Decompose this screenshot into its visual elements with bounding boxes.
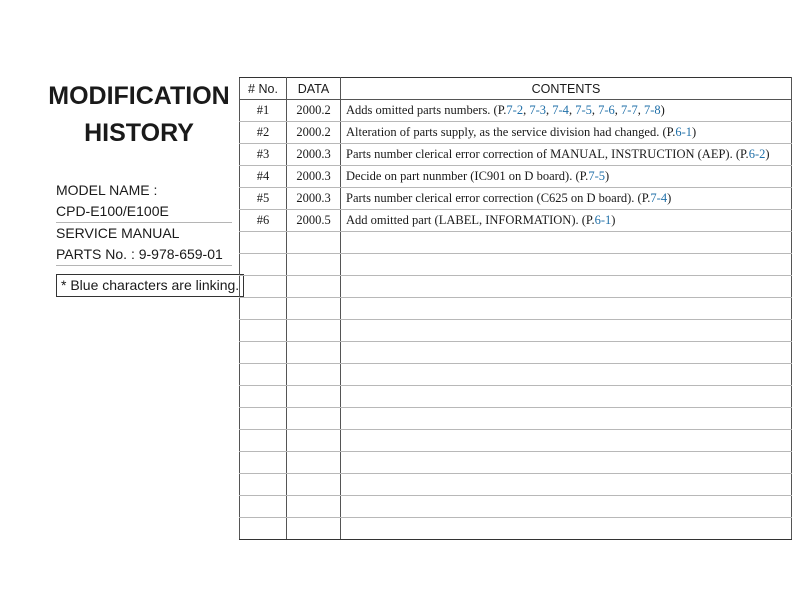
page-link[interactable]: 7-5 xyxy=(575,103,592,117)
contents-text-end: ) xyxy=(692,125,697,139)
contents-text-end: ) xyxy=(667,191,672,205)
empty-table-row xyxy=(240,364,792,386)
empty-cell xyxy=(240,320,287,342)
empty-cell xyxy=(287,452,341,474)
empty-table-row xyxy=(240,496,792,518)
model-name-label: MODEL NAME : xyxy=(56,182,158,198)
empty-table-row xyxy=(240,298,792,320)
empty-cell xyxy=(341,452,792,474)
empty-cell xyxy=(287,342,341,364)
empty-table-row xyxy=(240,430,792,452)
contents-text: Add omitted part (LABEL, INFORMATION). (P. xyxy=(346,213,595,227)
empty-cell xyxy=(341,474,792,496)
empty-cell xyxy=(240,232,287,254)
row-number: #4 xyxy=(240,166,287,188)
table-row xyxy=(240,122,792,144)
parts-number: PARTS No. : 9-978-659-01 xyxy=(56,244,232,266)
contents-text: Alteration of parts supply, as the service division had changed. (P. xyxy=(346,125,676,139)
empty-table-row xyxy=(240,452,792,474)
empty-table-row xyxy=(240,254,792,276)
empty-cell xyxy=(240,298,287,320)
title-line-1: MODIFICATION xyxy=(48,82,230,110)
modification-table xyxy=(239,77,792,540)
empty-cell xyxy=(341,276,792,298)
row-date: 2000.3 xyxy=(287,188,341,210)
row-date: 2000.5 xyxy=(287,210,341,232)
row-contents xyxy=(341,166,792,188)
empty-cell xyxy=(287,254,341,276)
empty-cell xyxy=(341,320,792,342)
empty-cell xyxy=(341,430,792,452)
table-body xyxy=(240,100,792,540)
table-row xyxy=(240,166,792,188)
empty-cell xyxy=(287,496,341,518)
empty-cell xyxy=(287,386,341,408)
empty-cell xyxy=(287,430,341,452)
page-title xyxy=(40,78,238,152)
empty-table-row xyxy=(240,342,792,364)
page-link[interactable]: 6-1 xyxy=(594,213,612,227)
empty-cell xyxy=(287,298,341,320)
page-link[interactable]: 6-1 xyxy=(675,125,692,139)
page-link[interactable]: 7-2 xyxy=(506,103,524,117)
page-link[interactable]: 6-2 xyxy=(748,147,766,161)
page-link[interactable]: 7-7 xyxy=(621,103,638,117)
empty-cell xyxy=(287,364,341,386)
empty-table-row xyxy=(240,320,792,342)
contents-text-end: ) xyxy=(604,169,610,183)
empty-cell xyxy=(341,408,792,430)
empty-cell xyxy=(240,276,287,298)
empty-table-row xyxy=(240,386,792,408)
empty-cell xyxy=(287,408,341,430)
page-link[interactable]: 7-8 xyxy=(643,103,661,117)
page-link[interactable]: 7-6 xyxy=(598,103,615,117)
empty-table-row xyxy=(240,518,792,540)
manual-info xyxy=(56,180,232,266)
row-number: #6 xyxy=(240,210,287,232)
page-link[interactable]: 7-5 xyxy=(588,169,605,183)
empty-table-row xyxy=(240,408,792,430)
empty-cell xyxy=(240,386,287,408)
row-date: 2000.2 xyxy=(287,122,341,144)
empty-table-row xyxy=(240,276,792,298)
empty-cell xyxy=(287,232,341,254)
row-date: 2000.2 xyxy=(287,100,341,122)
empty-cell xyxy=(287,276,341,298)
empty-cell xyxy=(287,320,341,342)
empty-cell xyxy=(341,518,792,540)
contents-text: Parts number clerical error correction of MANUAL, INSTRUCTION (AEP). (P. xyxy=(346,147,749,161)
page-link[interactable]: 7-4 xyxy=(552,103,569,117)
empty-cell xyxy=(287,474,341,496)
table-header-row xyxy=(240,78,792,100)
empty-cell xyxy=(240,518,287,540)
page-link[interactable]: 7-4 xyxy=(650,191,668,205)
row-number: #2 xyxy=(240,122,287,144)
empty-cell xyxy=(341,364,792,386)
contents-text-end: ) xyxy=(660,103,665,117)
empty-cell xyxy=(341,342,792,364)
row-number: #5 xyxy=(240,188,287,210)
empty-cell xyxy=(341,386,792,408)
empty-cell xyxy=(240,254,287,276)
row-contents xyxy=(341,122,792,144)
empty-cell xyxy=(240,364,287,386)
empty-cell xyxy=(240,430,287,452)
contents-text-end: ) xyxy=(611,213,616,227)
title-line-2: HISTORY xyxy=(84,119,194,147)
contents-text-end: ) xyxy=(765,147,770,161)
contents-text: Adds omitted parts numbers. (P. xyxy=(346,103,507,117)
empty-cell xyxy=(341,496,792,518)
row-contents: Adds omitted parts numbers. (P.7-2, 7-3, 7-4, 7-5, 7-6, 7-7, 7-8) xyxy=(341,100,792,122)
empty-cell xyxy=(240,496,287,518)
header-contents: CONTENTS xyxy=(341,78,792,100)
row-contents xyxy=(341,210,792,232)
empty-cell xyxy=(341,254,792,276)
empty-cell xyxy=(287,518,341,540)
table-row xyxy=(240,144,792,166)
table-row xyxy=(240,100,792,122)
table-row xyxy=(240,188,792,210)
empty-cell xyxy=(240,452,287,474)
link-note: * Blue characters are linking. xyxy=(56,274,244,297)
empty-cell xyxy=(341,232,792,254)
header-data: DATA xyxy=(287,78,341,100)
empty-cell xyxy=(341,298,792,320)
contents-text: Parts number clerical error correction (C625 on D board). (P. xyxy=(346,191,651,205)
row-contents xyxy=(341,144,792,166)
page-link[interactable]: 7-3 xyxy=(529,103,547,117)
row-number: #1 xyxy=(240,100,287,122)
row-contents xyxy=(341,188,792,210)
empty-cell xyxy=(240,474,287,496)
row-date: 2000.3 xyxy=(287,144,341,166)
empty-cell xyxy=(240,342,287,364)
empty-cell xyxy=(240,408,287,430)
table-row xyxy=(240,210,792,232)
header-no: # No. xyxy=(240,78,287,100)
model-name: CPD-E100/E100E xyxy=(56,201,232,223)
manual-type: SERVICE MANUAL xyxy=(56,225,180,241)
empty-table-row xyxy=(240,474,792,496)
contents-text: Decide on part nunmber (IC901 on D board). (P. xyxy=(346,169,589,183)
row-number: #3 xyxy=(240,144,287,166)
row-date: 2000.3 xyxy=(287,166,341,188)
empty-table-row xyxy=(240,232,792,254)
